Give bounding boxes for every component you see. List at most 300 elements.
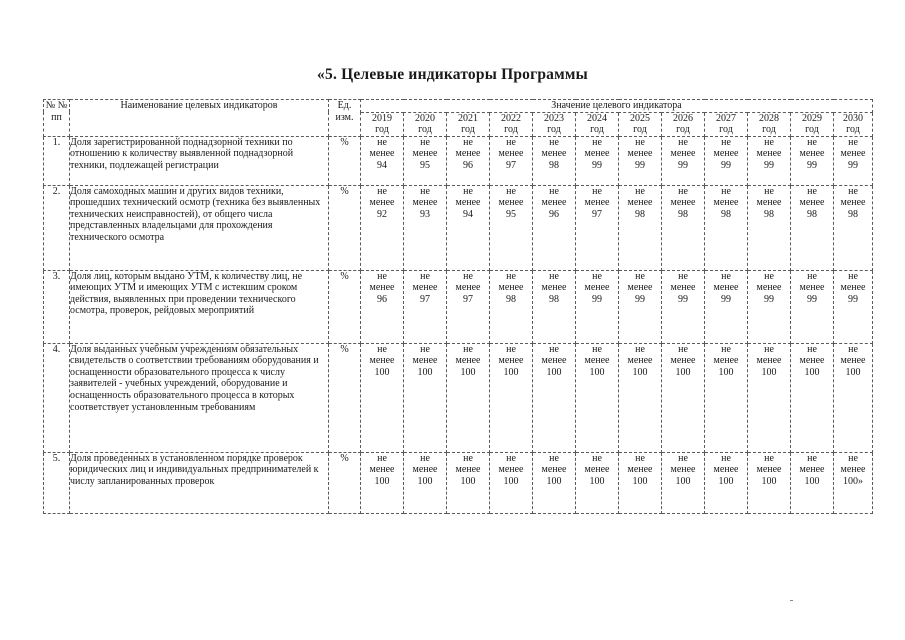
indicator-name: Доля лиц, которым выдано УТМ, к количеству лиц, не имеющих УТМ и имеющих УТМ с истекшим сроком действия, выявленных при проведении технического осмотра, проверок, рейдовых мероприятий xyxy=(70,270,329,343)
value-prefix-ne: не xyxy=(807,270,817,282)
value-prefix-menee: менее xyxy=(584,464,610,476)
value-number: 96 xyxy=(377,293,387,305)
value-prefix-ne: не xyxy=(807,343,817,355)
indicator-value xyxy=(662,136,705,185)
value-prefix-menee: менее xyxy=(455,355,481,367)
value-prefix-ne: не xyxy=(506,185,516,197)
value-prefix-menee: менее xyxy=(799,148,825,160)
value-prefix-ne: не xyxy=(721,452,731,464)
year-number: 2027 xyxy=(716,112,736,124)
value-prefix-menee: менее xyxy=(412,148,438,160)
value-prefix-ne: не xyxy=(721,185,731,197)
year-word: год xyxy=(461,124,475,136)
year-number: 2020 xyxy=(415,112,435,124)
value-prefix-ne: не xyxy=(721,343,731,355)
value-prefix-ne: не xyxy=(463,136,473,148)
value-prefix-menee: менее xyxy=(369,282,395,294)
value-number: 99 xyxy=(678,293,688,305)
row-number: 1. xyxy=(44,136,70,185)
year-number: 2029 xyxy=(802,112,822,124)
year-word: год xyxy=(590,124,604,136)
value-prefix-menee: менее xyxy=(799,282,825,294)
value-prefix-menee: менее xyxy=(498,464,524,476)
value-prefix-ne: не xyxy=(635,452,645,464)
value-number: 100 xyxy=(546,475,562,487)
value-prefix-ne: не xyxy=(463,270,473,282)
indicator-value xyxy=(619,136,662,185)
value-number: 100 xyxy=(374,475,390,487)
value-prefix-menee: менее xyxy=(799,355,825,367)
indicator-value xyxy=(447,270,490,343)
value-prefix-ne: не xyxy=(678,185,688,197)
row-number: 4. xyxy=(44,343,70,452)
value-prefix-ne: не xyxy=(678,136,688,148)
indicator-value xyxy=(619,343,662,452)
indicator-value xyxy=(576,136,619,185)
value-prefix-menee: менее xyxy=(412,464,438,476)
value-number: 100 xyxy=(718,366,734,378)
value-number: 99 xyxy=(848,293,858,305)
value-prefix-ne: не xyxy=(635,185,645,197)
value-prefix-menee: менее xyxy=(369,148,395,160)
year-word: год xyxy=(547,124,561,136)
value-prefix-menee: менее xyxy=(756,282,782,294)
value-prefix-menee: менее xyxy=(627,282,653,294)
value-prefix-ne: не xyxy=(506,136,516,148)
indicator-value xyxy=(705,343,748,452)
header-value: Значение целевого индикатора xyxy=(361,100,873,113)
value-prefix-menee: менее xyxy=(412,197,438,209)
value-number: 98 xyxy=(635,208,645,220)
value-number: 95 xyxy=(506,208,516,220)
value-prefix-menee: менее xyxy=(840,464,866,476)
header-year-2028 xyxy=(748,112,791,136)
value-prefix-menee: менее xyxy=(670,197,696,209)
value-prefix-menee: менее xyxy=(584,282,610,294)
value-number: 99 xyxy=(848,159,858,171)
value-prefix-ne: не xyxy=(377,185,387,197)
value-number: 97 xyxy=(592,208,602,220)
value-prefix-menee: менее xyxy=(455,464,481,476)
value-number: 99 xyxy=(764,293,774,305)
year-number: 2023 xyxy=(544,112,564,124)
row-number: 2. xyxy=(44,185,70,270)
indicator-value xyxy=(490,452,533,513)
value-prefix-ne: не xyxy=(848,343,858,355)
indicator-value xyxy=(619,185,662,270)
year-word: год xyxy=(633,124,647,136)
value-number: 94 xyxy=(463,208,473,220)
value-prefix-menee: менее xyxy=(498,355,524,367)
value-number: 100 xyxy=(632,366,648,378)
value-prefix-ne: не xyxy=(592,343,602,355)
value-prefix-menee: менее xyxy=(584,197,610,209)
value-prefix-ne: не xyxy=(549,136,559,148)
value-prefix-menee: менее xyxy=(840,355,866,367)
indicator-value xyxy=(705,452,748,513)
value-prefix-menee: менее xyxy=(498,197,524,209)
indicator-value xyxy=(404,270,447,343)
value-number: 99 xyxy=(592,159,602,171)
value-prefix-menee: менее xyxy=(713,355,739,367)
table-row xyxy=(44,185,873,270)
indicator-unit: % xyxy=(329,343,361,452)
value-number: 100 xyxy=(417,366,433,378)
value-number: 92 xyxy=(377,208,387,220)
header-year-2024 xyxy=(576,112,619,136)
value-prefix-ne: не xyxy=(377,270,387,282)
value-number: 100 xyxy=(804,366,820,378)
indicator-value xyxy=(404,136,447,185)
value-prefix-menee: менее xyxy=(498,282,524,294)
value-number: 98 xyxy=(764,208,774,220)
value-prefix-ne: не xyxy=(506,270,516,282)
value-prefix-ne: не xyxy=(764,343,774,355)
value-number: 96 xyxy=(463,159,473,171)
table-body xyxy=(44,136,873,513)
value-prefix-ne: не xyxy=(635,343,645,355)
indicator-value xyxy=(533,136,576,185)
value-number: 97 xyxy=(506,159,516,171)
indicator-value xyxy=(662,185,705,270)
value-number: 99 xyxy=(764,159,774,171)
value-number: 99 xyxy=(807,293,817,305)
year-number: 2025 xyxy=(630,112,650,124)
indicator-value xyxy=(490,185,533,270)
value-number: 98 xyxy=(848,208,858,220)
header-year-2022 xyxy=(490,112,533,136)
indicator-value xyxy=(576,270,619,343)
header-row xyxy=(44,100,873,113)
year-word: год xyxy=(504,124,518,136)
value-prefix-menee: менее xyxy=(670,355,696,367)
value-prefix-ne: не xyxy=(549,270,559,282)
value-prefix-ne: не xyxy=(463,185,473,197)
indicator-value xyxy=(748,270,791,343)
value-number: 100 xyxy=(761,366,777,378)
indicator-unit: % xyxy=(329,270,361,343)
value-prefix-ne: не xyxy=(721,136,731,148)
year-number: 2024 xyxy=(587,112,607,124)
value-prefix-ne: не xyxy=(635,136,645,148)
year-word: год xyxy=(762,124,776,136)
indicator-value xyxy=(791,185,834,270)
indicator-name: Доля проведенных в установленном порядке проверок юридических лиц и индивидуальных предпринимателей к числу запланированных проверок xyxy=(70,452,329,513)
value-prefix-menee: менее xyxy=(627,464,653,476)
value-prefix-menee: менее xyxy=(369,355,395,367)
indicator-value xyxy=(447,343,490,452)
value-number: 100 xyxy=(503,366,519,378)
value-prefix-menee: менее xyxy=(756,197,782,209)
value-prefix-menee: менее xyxy=(670,148,696,160)
value-number: 98 xyxy=(549,293,559,305)
value-prefix-menee: менее xyxy=(840,197,866,209)
indicator-value xyxy=(791,136,834,185)
value-prefix-menee: менее xyxy=(541,148,567,160)
indicator-value xyxy=(619,452,662,513)
value-number: 97 xyxy=(463,293,473,305)
value-prefix-ne: не xyxy=(420,343,430,355)
indicator-name: Доля зарегистрированной поднадзорной техники по отношению к количеству выявленной поднадзорной техники, подлежащей регистрации xyxy=(70,136,329,185)
year-number: 2021 xyxy=(458,112,478,124)
year-number: 2022 xyxy=(501,112,521,124)
indicator-value xyxy=(748,185,791,270)
value-number: 99 xyxy=(721,159,731,171)
year-word: год xyxy=(805,124,819,136)
indicator-value xyxy=(791,270,834,343)
value-prefix-ne: не xyxy=(764,185,774,197)
header-year-2021 xyxy=(447,112,490,136)
value-prefix-ne: не xyxy=(506,343,516,355)
value-number: 100 xyxy=(845,366,861,378)
value-prefix-menee: менее xyxy=(756,355,782,367)
year-word: год xyxy=(846,124,860,136)
value-prefix-ne: не xyxy=(463,452,473,464)
value-prefix-menee: менее xyxy=(627,355,653,367)
value-number: 95 xyxy=(420,159,430,171)
indicator-value xyxy=(404,185,447,270)
year-word: год xyxy=(676,124,690,136)
value-prefix-menee: менее xyxy=(541,355,567,367)
value-number: 99 xyxy=(721,293,731,305)
value-prefix-menee: менее xyxy=(498,148,524,160)
table-row xyxy=(44,343,873,452)
indicator-value xyxy=(404,452,447,513)
indicator-value xyxy=(748,452,791,513)
value-prefix-ne: не xyxy=(377,136,387,148)
value-prefix-menee: менее xyxy=(627,197,653,209)
indicator-value xyxy=(404,343,447,452)
value-prefix-ne: не xyxy=(549,343,559,355)
value-prefix-ne: не xyxy=(592,270,602,282)
value-number: 98 xyxy=(549,159,559,171)
value-prefix-ne: не xyxy=(848,452,858,464)
header-year-2029 xyxy=(791,112,834,136)
value-prefix-ne: не xyxy=(721,270,731,282)
value-prefix-ne: не xyxy=(764,270,774,282)
indicator-value xyxy=(447,452,490,513)
indicator-unit: % xyxy=(329,452,361,513)
value-prefix-ne: не xyxy=(807,185,817,197)
value-prefix-menee: менее xyxy=(840,282,866,294)
value-prefix-ne: не xyxy=(506,452,516,464)
indicator-value xyxy=(490,136,533,185)
value-prefix-menee: менее xyxy=(412,282,438,294)
value-number: 100 xyxy=(503,475,519,487)
indicator-value xyxy=(662,343,705,452)
scan-speck xyxy=(790,600,793,601)
indicator-value xyxy=(533,185,576,270)
row-number: 3. xyxy=(44,270,70,343)
indicator-value xyxy=(791,452,834,513)
indicator-value xyxy=(361,452,404,513)
indicator-value xyxy=(533,343,576,452)
value-prefix-ne: не xyxy=(420,270,430,282)
value-number: 98 xyxy=(721,208,731,220)
value-prefix-menee: менее xyxy=(713,282,739,294)
row-number: 5. xyxy=(44,452,70,513)
year-word: год xyxy=(375,124,389,136)
indicator-value xyxy=(834,136,873,185)
value-prefix-ne: не xyxy=(678,452,688,464)
value-prefix-menee: менее xyxy=(369,197,395,209)
value-number: 93 xyxy=(420,208,430,220)
indicator-value xyxy=(748,343,791,452)
value-prefix-menee: менее xyxy=(713,197,739,209)
indicator-value xyxy=(361,270,404,343)
value-number: 98 xyxy=(678,208,688,220)
value-prefix-menee: менее xyxy=(627,148,653,160)
value-number: 100 xyxy=(804,475,820,487)
value-number: 98 xyxy=(506,293,516,305)
value-prefix-ne: не xyxy=(764,452,774,464)
indicator-name: Доля самоходных машин и других видов техники, прошедших технический осмотр (техника без выявленных технических неисправностей), от общего числа представленных владельцами для прохождения технического осмотра xyxy=(70,185,329,270)
indicator-value xyxy=(748,136,791,185)
value-prefix-menee: менее xyxy=(670,464,696,476)
value-prefix-menee: менее xyxy=(541,464,567,476)
value-prefix-ne: не xyxy=(678,270,688,282)
value-number: 99 xyxy=(592,293,602,305)
value-number: 100 xyxy=(374,366,390,378)
value-number: 100 xyxy=(589,475,605,487)
year-number: 2028 xyxy=(759,112,779,124)
indicator-value xyxy=(490,270,533,343)
value-prefix-menee: менее xyxy=(799,197,825,209)
indicator-value xyxy=(361,136,404,185)
header-name: Наименование целевых индикаторов xyxy=(70,100,329,137)
value-prefix-menee: менее xyxy=(713,464,739,476)
indicator-value xyxy=(705,136,748,185)
value-number: 99 xyxy=(635,293,645,305)
value-prefix-ne: не xyxy=(807,452,817,464)
value-prefix-ne: не xyxy=(807,136,817,148)
indicator-value xyxy=(705,270,748,343)
value-number: 94 xyxy=(377,159,387,171)
value-number: 97 xyxy=(420,293,430,305)
value-prefix-ne: не xyxy=(635,270,645,282)
value-prefix-menee: менее xyxy=(713,148,739,160)
value-prefix-ne: не xyxy=(549,452,559,464)
year-number: 2026 xyxy=(673,112,693,124)
indicator-value xyxy=(576,452,619,513)
value-prefix-menee: менее xyxy=(840,148,866,160)
page-title: «5. Целевые индикаторы Программы xyxy=(317,66,588,83)
table-row xyxy=(44,136,873,185)
indicator-value xyxy=(447,185,490,270)
header-unit: Ед. изм. xyxy=(329,100,361,137)
value-prefix-menee: менее xyxy=(455,282,481,294)
value-prefix-ne: не xyxy=(764,136,774,148)
indicator-value xyxy=(533,452,576,513)
value-prefix-ne: не xyxy=(549,185,559,197)
value-prefix-ne: не xyxy=(420,136,430,148)
value-prefix-menee: менее xyxy=(670,282,696,294)
value-prefix-ne: не xyxy=(463,343,473,355)
value-prefix-ne: не xyxy=(848,185,858,197)
indicator-name: Доля выданных учебным учреждениям обязательных свидетельств о соответствии требованиям оборудования и оснащенности образовательного процесса к числу заявителей - учебных учреждений, оборудование и оснащенность образовательного процесса в которых соответствует установленным требованиям xyxy=(70,343,329,452)
value-prefix-ne: не xyxy=(592,185,602,197)
value-number: 99 xyxy=(635,159,645,171)
table-row xyxy=(44,452,873,513)
indicator-value xyxy=(834,343,873,452)
header-year-2019 xyxy=(361,112,404,136)
value-prefix-menee: менее xyxy=(584,148,610,160)
header-year-2030 xyxy=(834,112,873,136)
value-prefix-ne: не xyxy=(592,136,602,148)
table-row xyxy=(44,270,873,343)
value-prefix-ne: не xyxy=(848,270,858,282)
value-prefix-menee: менее xyxy=(756,464,782,476)
year-word: год xyxy=(719,124,733,136)
indicator-value xyxy=(447,136,490,185)
value-number: 100 xyxy=(761,475,777,487)
indicator-value xyxy=(576,343,619,452)
value-prefix-menee: менее xyxy=(584,355,610,367)
year-number: 2019 xyxy=(372,112,392,124)
year-number: 2030 xyxy=(843,112,863,124)
value-number: 100 xyxy=(718,475,734,487)
indicator-value xyxy=(361,343,404,452)
value-number: 100 xyxy=(460,366,476,378)
indicator-unit: % xyxy=(329,185,361,270)
header-year-2020 xyxy=(404,112,447,136)
indicator-value xyxy=(834,185,873,270)
value-number: 100 xyxy=(417,475,433,487)
value-prefix-menee: менее xyxy=(756,148,782,160)
header-num: № № пп xyxy=(44,100,70,137)
value-prefix-menee: менее xyxy=(541,282,567,294)
value-number: 100» xyxy=(843,475,863,487)
value-prefix-menee: менее xyxy=(455,197,481,209)
indicator-value xyxy=(834,452,873,513)
indicator-value xyxy=(361,185,404,270)
value-prefix-menee: менее xyxy=(799,464,825,476)
value-prefix-ne: не xyxy=(848,136,858,148)
value-number: 100 xyxy=(675,475,691,487)
value-prefix-ne: не xyxy=(592,452,602,464)
indicator-value xyxy=(490,343,533,452)
value-number: 100 xyxy=(546,366,562,378)
value-number: 99 xyxy=(807,159,817,171)
header-year-2025 xyxy=(619,112,662,136)
value-number: 100 xyxy=(632,475,648,487)
header-year-2027 xyxy=(705,112,748,136)
indicator-value xyxy=(533,270,576,343)
value-prefix-menee: менее xyxy=(541,197,567,209)
value-number: 100 xyxy=(460,475,476,487)
value-prefix-menee: менее xyxy=(455,148,481,160)
value-prefix-ne: не xyxy=(377,343,387,355)
value-prefix-ne: не xyxy=(678,343,688,355)
header-year-2026 xyxy=(662,112,705,136)
indicator-value xyxy=(619,270,662,343)
indicator-value xyxy=(705,185,748,270)
value-number: 99 xyxy=(678,159,688,171)
indicators-table xyxy=(43,99,873,514)
indicator-value xyxy=(791,343,834,452)
year-word: год xyxy=(418,124,432,136)
value-number: 96 xyxy=(549,208,559,220)
indicator-unit: % xyxy=(329,136,361,185)
value-number: 100 xyxy=(675,366,691,378)
value-prefix-ne: не xyxy=(420,185,430,197)
value-prefix-ne: не xyxy=(377,452,387,464)
indicator-value xyxy=(834,270,873,343)
value-number: 98 xyxy=(807,208,817,220)
value-number: 100 xyxy=(589,366,605,378)
indicator-value xyxy=(576,185,619,270)
value-prefix-menee: менее xyxy=(412,355,438,367)
